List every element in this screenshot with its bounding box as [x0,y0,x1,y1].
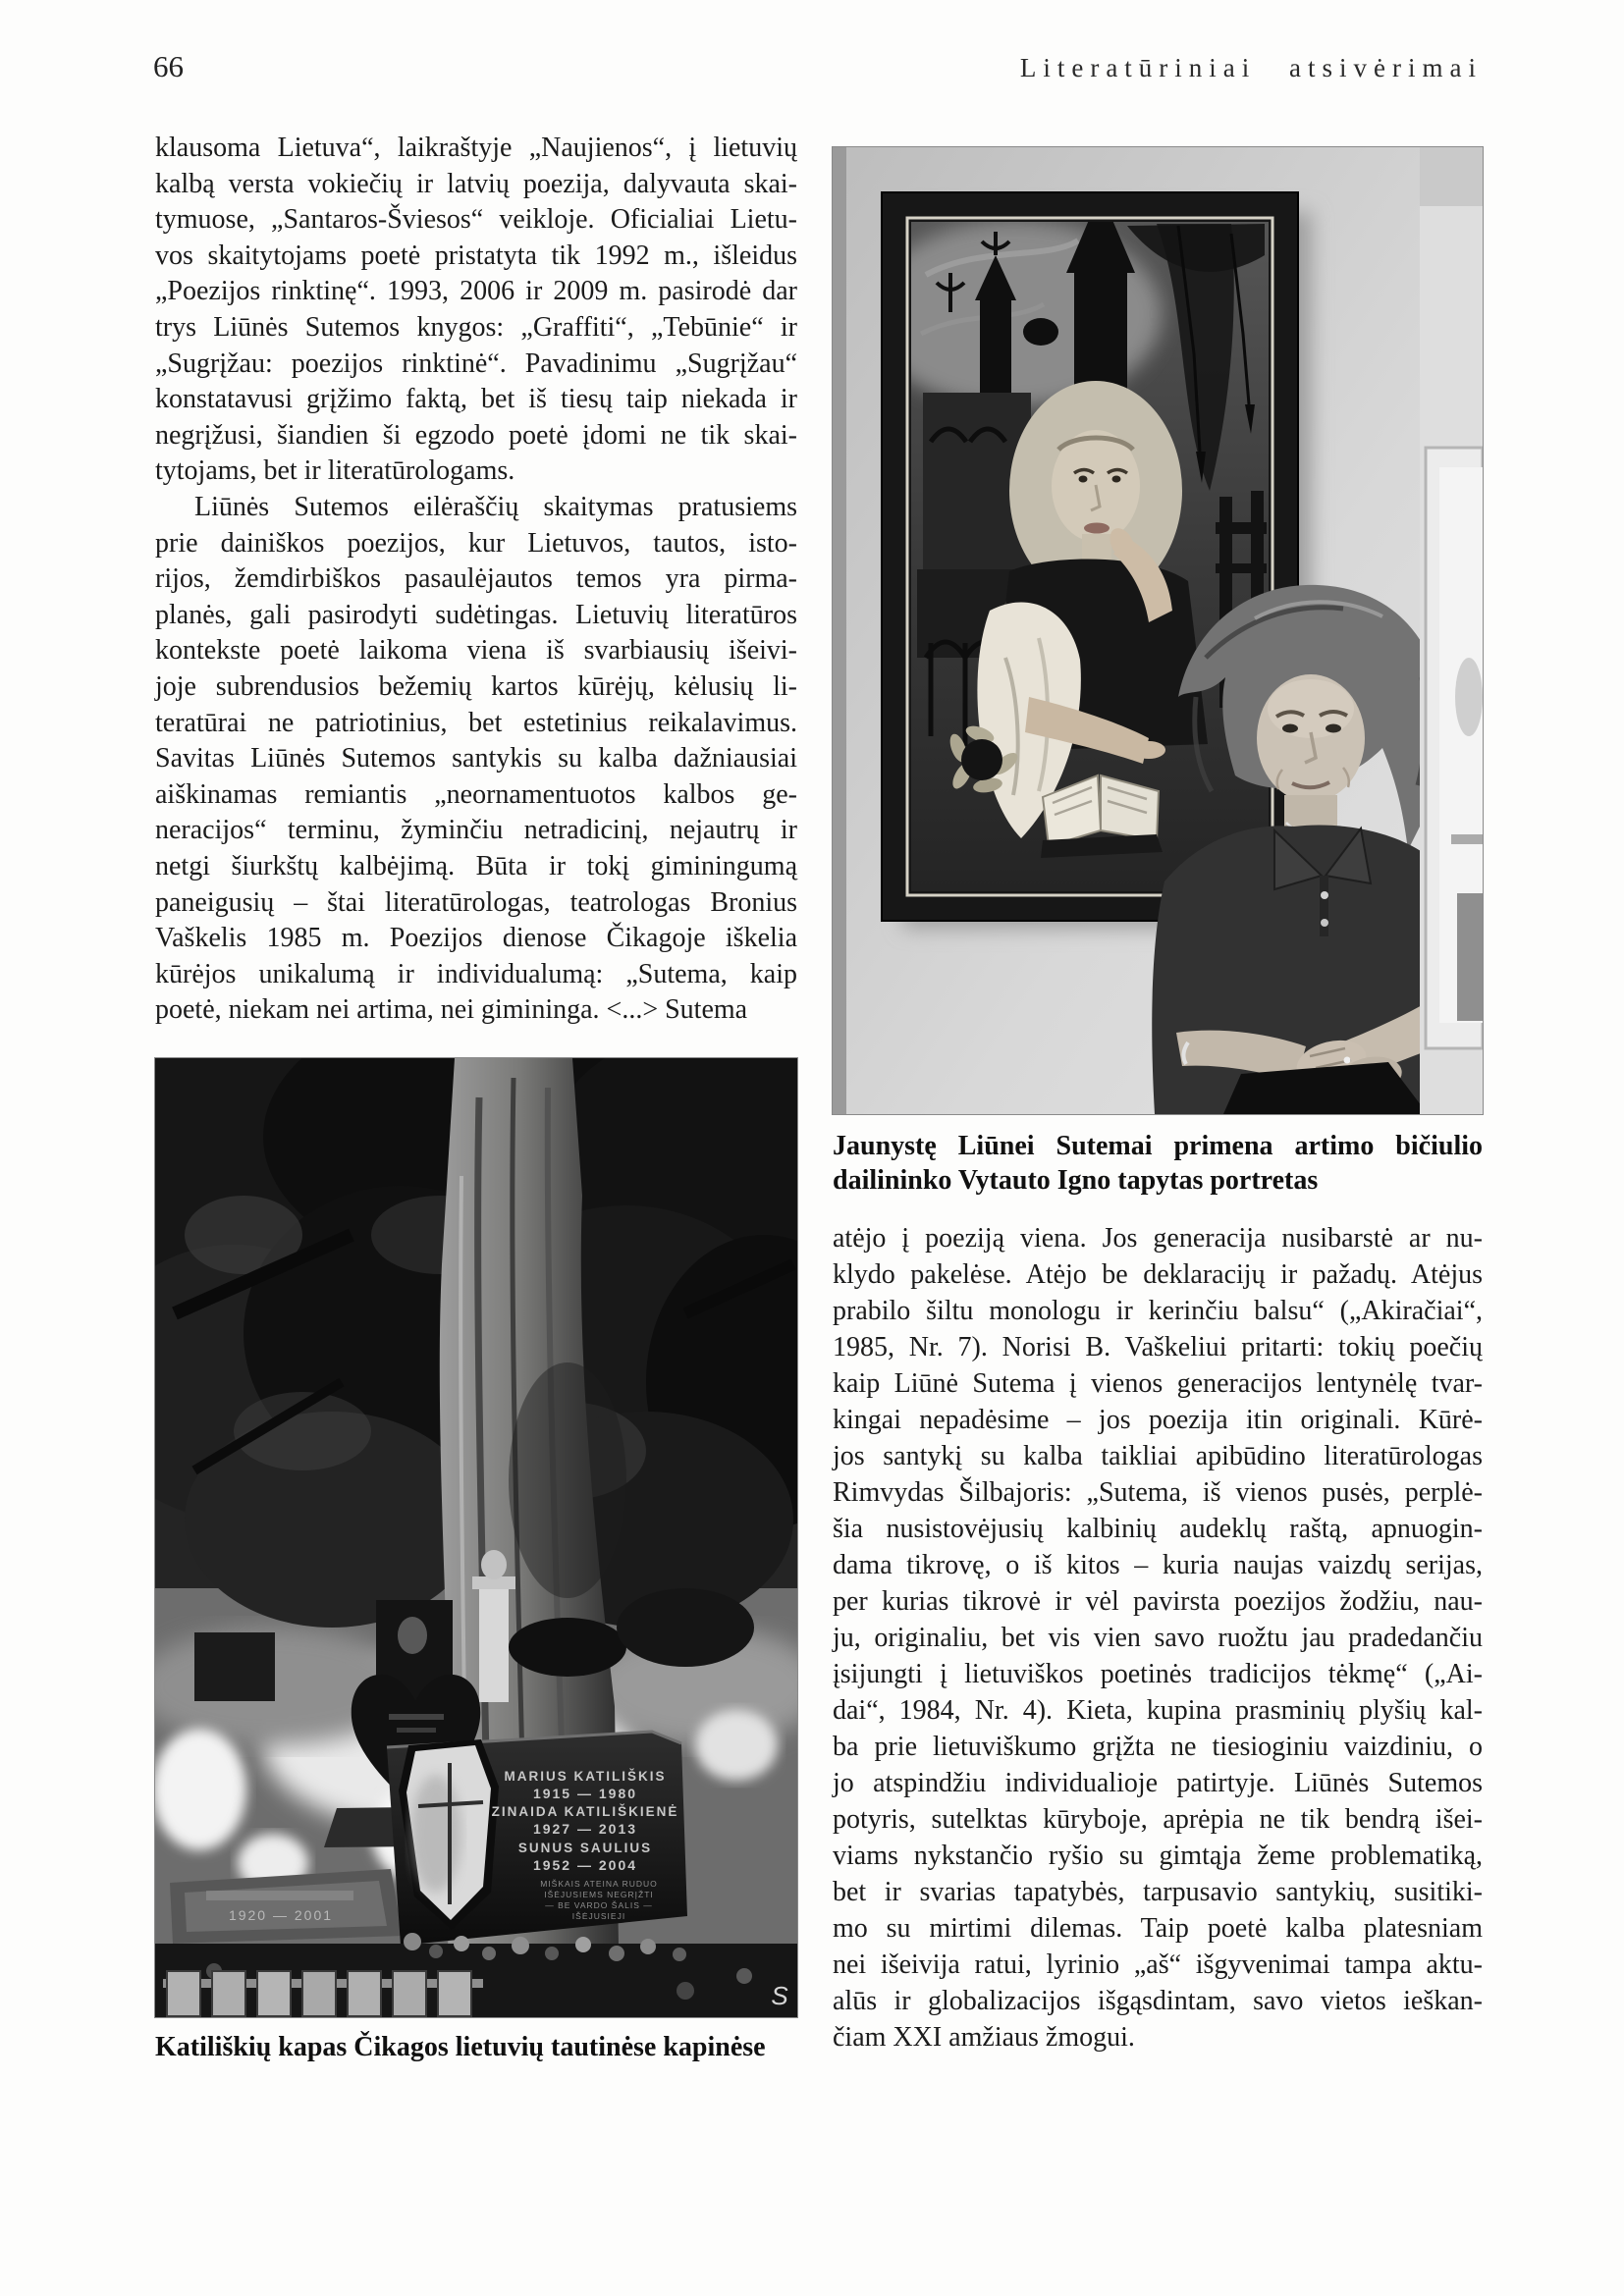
text-line: potyris, sutelktas kūryboje, aprėpia ne tik bendrą išei- [833,1804,1483,1835]
text-line: tytojams, bet ir literatūrologams. [155,455,515,487]
text-line: Savitas Liūnės Sutemos santykis su kalba dažniausiai [155,743,797,774]
gravestone-name-3: SUNUS SAULIUS [517,1841,653,1855]
small-slab-dates: 1920 — 2001 [228,1907,334,1923]
text-line: jos santykį su kalba taikliai apibūdino literatūrologas [833,1441,1483,1471]
text-line: joje subrendusios bežemių kartos kūrėjų, kėlusių li- [155,670,797,702]
portrait-photo-caption [833,1129,1483,1198]
gravestone-epitaph-line: — BE VARDO ŠALIS — [545,1900,653,1910]
text-line: trys Liūnės Sutemos knygos: „Graffiti“, „Tebūnie“ ir [155,311,797,343]
gravestone-epitaph-line: IŠĖJUSIEMS NEGRĮŽTI [544,1890,654,1899]
running-header: Literatūriniai atsivėrimai [1019,53,1483,82]
gravestone-name-2: ZINAIDA KATILIŠKIENĖ [491,1804,679,1819]
page-number: 66 [153,49,184,83]
text-line: klausoma Lietuva“, laikraštyje „Naujienos“, į lietuvių [155,133,797,163]
text-line: jo atspindžiu individualioje patirtyje. Liūnės Sutemos [833,1768,1483,1798]
flower-bed [155,1933,797,2017]
cemetery-photo [155,1058,797,2017]
text-line: nei išeivija ratui, lyrinio „aš“ išgyvenimai tampa aktu- [833,1949,1483,1980]
text-line: kingai nepadėsime – jos poezija itin originali. Kūrė- [833,1405,1483,1435]
text-line: kontekste poetė laikoma viena iš svarbiausių išeivi- [155,635,797,667]
text-line: prie dainiškos poezijos, kur Lietuvos, tautos, isto- [155,527,797,559]
gravestone-name-1: MARIUS KATILIŠKIS [504,1769,667,1784]
cemetery-photo-art [155,1058,797,2017]
text-line: prabilo šiltu monologu ir kerinčiu balsu“ („Akiračiai“, [833,1296,1483,1326]
text-line: aiškinamas remiantis „neornamentuotos kalbos ge- [155,778,797,810]
left-column-paragraph-1 [155,131,797,490]
text-line: per kurias tikrovė ir vėl pavirsta poezijos žodžiu, nau- [833,1586,1483,1617]
text-line: poetė, niekam nei artima, nei gimininga. <...> Sutema [155,994,748,1026]
gravestone-dates-3: 1952 — 2004 [532,1857,638,1873]
text-line: klydo pakelėse. Atėjo be deklaracijų ir pažadų. Atėjus [833,1259,1483,1290]
gravestone-epitaph-line: IŠĖJUSIEJI [571,1911,626,1921]
text-line: kaip Liūnė Sutema į vienos generacijos lentynėlę tvar- [833,1368,1483,1399]
portrait-photo-art [833,147,1483,1114]
text-line: viams nykstančio ryšio su gimtąja žeme problematiką, [833,1841,1483,1871]
text-line: kūrėjos unikalumą ir individualumą: „Sutema, kaip [155,958,797,989]
katiliskis-gravestone [387,1732,687,1946]
gravestone-dates-2: 1927 — 2013 [532,1821,638,1837]
text-line: įsijungti į lietuviškos poetinės tradicijos tėkmę“ („Ai- [833,1659,1483,1689]
text-line: teratūrai ne patriotinius, bet estetinius reikalavimus. [155,707,797,738]
gravestone-epitaph-line: MIŠKAIS ATEINA RUDUO [540,1879,658,1889]
cemetery-photo-caption: Katiliškių kapas Čikagos lietuvių tautinėse kapinėse [155,2032,766,2062]
text-line: atėjo į poeziją viena. Jos generacija nusibarstė ar nu- [833,1223,1483,1254]
text-line: paneigusių – štai literatūrologas, teatrologas Bronius [155,886,797,918]
text-line: dama tikrovę, o iš kitos – kuria naujas vaizdų serijas, [833,1550,1483,1580]
left-column-paragraph-2 [155,490,797,1029]
text-line: vos skaitytojams poetė pristatyta tik 1992 m., išleidus [155,240,797,271]
text-line: alūs ir globalizacijos išgąsdintam, savo vietos ieškan- [833,1986,1483,2016]
text-line: „Sugrįžau: poezijos rinktinė“. Pavadinimu „Sugrįžau“ [155,347,797,379]
text-line: neracijos“ terminu, žyminčiu netradicinį, nejautrų ir [155,815,797,846]
text-line: planės, gali pasirodyti sudėtingas. Lietuvių literatūros [155,599,797,630]
text-line: dailininko Vytauto Igno tapytas portretas [833,1165,1319,1196]
text-line: kalbą versta vokiečių ir latvių poezija, dalyvauta skai- [155,168,797,199]
text-line: Liūnės Sutemos eilėraščių skaitymas pratusiems [194,492,797,522]
text-line: mo su mirtimi dilemas. Taip poetė kalba platesniam [833,1913,1483,1944]
text-line: tymuose, „Santaros-Šviesos“ veikloje. Oficialiai Lietu- [155,204,797,236]
text-line: ba prie lietuviškumo grįžta ne tiesioginiu vaizdiniu, o [833,1732,1483,1762]
doorway [1420,147,1483,1114]
text-line: čiam XXI amžiaus žmogui. [833,2022,1135,2053]
portrait-photo [833,147,1483,1114]
text-line: konstatavusi grįžimo faktą, bet iš tiesų taip niekada ir [155,384,797,415]
text-line: Jaunystę Liūnei Sutemai primena artimo bičiulio [833,1131,1483,1161]
text-line: negrįžusi, šiandien ši egzodo poetė įdomi ne tik skai- [155,419,797,451]
text-line: „Poezijos rinktinę“. 1993, 2006 ir 2009 m. pasirodė dar [155,276,797,307]
gravestone-dates-1: 1915 — 1980 [532,1786,638,1801]
text-line: Rimvydas Šilbajoris: „Sutema, iš vienos pusės, perplė- [833,1477,1483,1508]
photo-signature-mark: S [771,1981,788,2010]
text-line: šia nusistovėjusių kalbinių audeklų raštą, apnuogin- [833,1514,1483,1544]
text-line: ju, originaliu, bet vis vien savo ruožtu jau pradedančiu [833,1623,1483,1653]
text-line: 1985, Nr. 7). Norisi B. Vaškeliui pritarti: tokių poečių [833,1332,1483,1362]
text-line: bet ir svarias tapatybės, tarpusavio santykių, susitiki- [833,1877,1483,1907]
text-line: dai“, 1984, Nr. 4). Kieta, kupina prasminių plyšių kal- [833,1695,1483,1726]
text-line: rijos, žemdirbiškos pasaulėjautos temos yra pirma- [155,563,797,595]
text-line: Vaškelis 1985 m. Poezijos dienose Čikagoje iškelia [155,923,797,954]
right-column-paragraph [833,1220,1483,2056]
text-line: netgi šiurkštų kalbėjimą. Būta ir tokį giminingumą [155,850,797,881]
